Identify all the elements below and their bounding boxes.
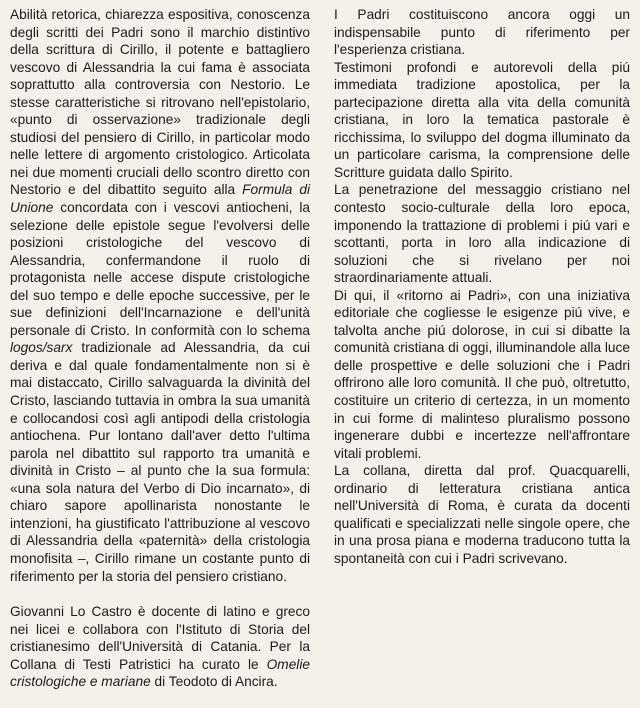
text-run: tradizionale ad Alessandria, da cui deriva e dal quale fondamentalmente non si è mai distaccato, Cirillo salvaguarda la divinità del Cristo, lasciando tuttavia in ombra la sua umanità e collocandosi così agli antipodi della cristologia antiochena. Pur lontano dall'aver detto l'ultima parola nel dibattito sul rapporto tra umanità e divinità in Cristo – al punto che la sua formula: «una sola natura del Verbo di Dio incarnato», di chiaro sapore apollinarista nonostante le intenzioni, ha giustificato l'attribuzione al vescovo di Alessandria della «paternità» della cristologia monofisita –, Cirillo rimane un costante punto di riferimento per la storia del pensiero cristiano. [10,340,310,584]
text-run: Abilità retorica, chiarezza espositiva, conoscenza degli scritti dei Padri sono il marchio distintivo della scrittura di Cirillo, il potente e battagliero vescovo di Alessandria la cui fama è associata soprattutto alla controversia con Nestorio. Le stesse caratteristiche si ritrovano nell'epistolario, «punto di osservazione» tradizionale degli studiosi del pensiero di Cirillo, in particolar modo nelle lettere di argomento cristologico. Articolata nei due momenti cruciali dello scontro diretto con Nestorio e del dibattito seguito alla [10,7,310,198]
series-intro-paragraph: I Padri costituiscono ancora oggi un indispensabile punto di riferimento per l'esperienza cristiana. [334,7,630,58]
text-run: concordata con i vescovi antiocheni, la selezione delle epistole segue l'evolversi delle posizioni cristologiche del vescovo di Alessandria, confermandone il ruolo di protagonista nelle accese dispute cristologiche del suo tempo e delle epoche successive, per le sue definizioni dell'Incarnazione e dell'unità personale di Cristo. In conformità con lo schema [10,200,310,338]
text-run-italic: Formula di Unione [10,182,311,216]
text-run-italic: logos/sarx [10,340,73,356]
series-message-paragraph: La penetrazione del messaggio cristiano nel contesto socio-culturale della loro epoca, imponendo la trattazione di problemi i piú vari e scottanti, porta in loro alla indicazione di soluzioni che si rivelano per noi straordinariamente attuali. [334,182,630,286]
text-run: Giovanni Lo Castro è docente di latino e greco nei licei e collabora con l'Istituto di Storia del cristianesimo dell'Università di Catania. Per la Collana di Testi Patristici ha curato le [10,604,310,672]
series-return-paragraph: Di qui, il «ritorno ai Padri», con una iniziativa editoriale che cogliesse le esigenze piú vive, e talvolta anche piú dolorose, in cui si dibatte la comunità cristiana di oggi, illuminandole alla luce delle prospettive e delle soluzioni che i Padri offrirono alle loro comunità. Il che può, oltretutto, costituire un criterio di certezza, in un momento in cui forme di malinteso pluralismo possono ingenerare dubbi e incertezze nell'affrontare vitali problemi. [334,287,630,461]
text-run-italic: Omelie cristologiche e mariane [10,656,310,690]
left-column [10,6,310,691]
cirillo-description [10,6,310,585]
author-bio [10,603,310,691]
series-witnesses-paragraph: Testimoni profondi e autorevoli della piú immediata tradizione apostolica, per la partecipazione diretta alla vita della comunità cristiana, in loro la tematica pastorale è ricchissima, lo sviluppo del dogma illuminato da un particolare carisma, la comprensione delle Scritture guidata dallo Spirito. [334,59,630,180]
right-column [334,6,630,568]
text-run: di Teodoto di Ancira. [150,674,278,690]
series-editor-paragraph: La collana, diretta dal prof. Quacquarelli, ordinario di letteratura cristiana antica nell'Università di Roma, è curata da docenti qualificati e specializzati nelle singole opere, che in una prosa piana e moderna traducono tutta la spontaneità con cui i Padri scrivevano. [334,463,630,566]
